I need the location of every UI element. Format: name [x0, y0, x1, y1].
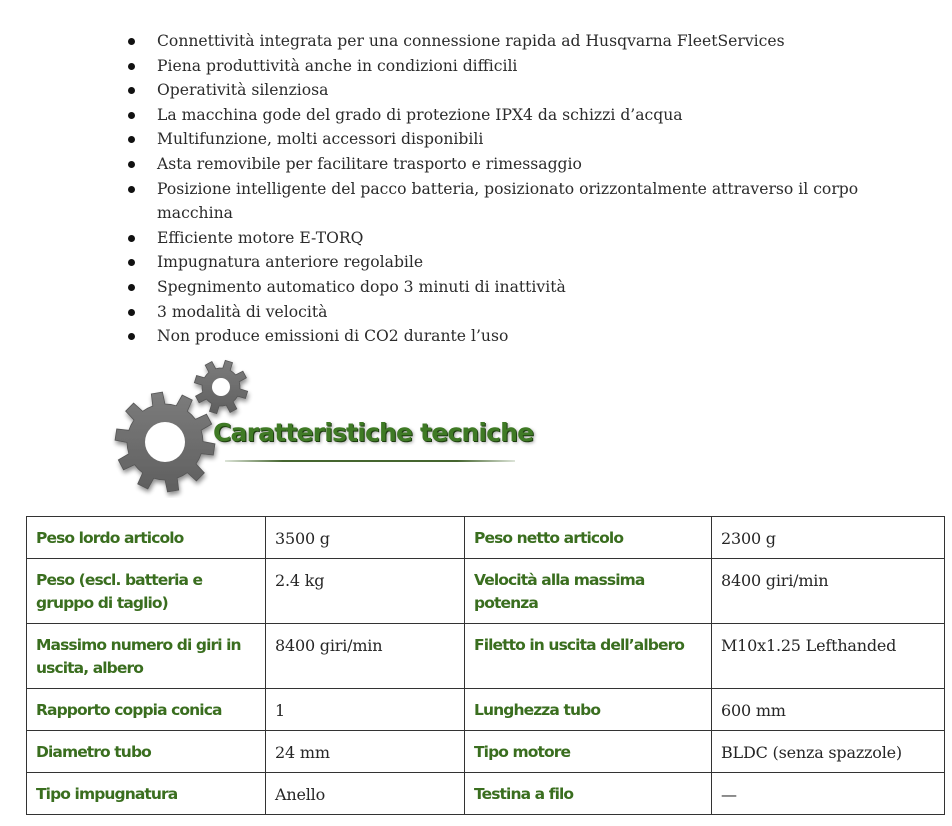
feature-text: Efficiente motore E-TORQ — [157, 228, 364, 247]
feature-text: Multifunzione, molti accessori disponibili — [157, 130, 484, 149]
spec-value: 8400 giri/min — [712, 559, 945, 624]
bullet-icon — [128, 235, 135, 242]
spec-label: Diametro tubo — [27, 731, 266, 773]
spec-label: Peso lordo articolo — [27, 517, 266, 559]
feature-item — [124, 152, 884, 177]
table-row — [27, 689, 945, 731]
bullet-icon — [128, 259, 135, 266]
table-row — [27, 517, 945, 559]
bullet-icon — [128, 333, 135, 340]
spec-value: M10x1.25 Lefthanded — [712, 624, 945, 689]
feature-text: Posizione intelligente del pacco batteria, posizionato orizzontalmente attraverso il corpo macchina — [157, 179, 859, 223]
feature-text: Piena produttività anche in condizioni difficili — [157, 56, 518, 75]
spec-label: Peso (escl. batteria e gruppo di taglio) — [27, 559, 266, 624]
feature-text: Impugnatura anteriore regolabile — [157, 253, 424, 272]
bullet-icon — [128, 38, 135, 45]
bullet-icon — [128, 87, 135, 94]
spec-value: 1 — [266, 689, 465, 731]
feature-text: Non produce emissioni di CO2 durante l’uso — [157, 327, 509, 346]
specs-table — [26, 516, 945, 815]
heading-underline — [225, 460, 515, 462]
spec-label: Tipo motore — [465, 731, 712, 773]
feature-text: Asta removibile per facilitare trasporto e rimessaggio — [157, 154, 582, 173]
table-row — [27, 624, 945, 689]
spec-label: Massimo numero di giri in uscita, albero — [27, 624, 266, 689]
specs-title: Caratteristiche tecniche — [213, 418, 534, 447]
feature-item — [124, 226, 884, 251]
feature-list — [124, 29, 884, 349]
bullet-icon — [128, 112, 135, 119]
feature-item — [124, 275, 884, 300]
bullet-icon — [128, 136, 135, 143]
bullet-icon — [128, 63, 135, 70]
feature-text: La macchina gode del grado di protezione IPX4 da schizzi d’acqua — [157, 105, 683, 124]
bullet-icon — [128, 284, 135, 291]
feature-item — [124, 300, 884, 325]
spec-label: Tipo impugnatura — [27, 773, 266, 815]
spec-value: Anello — [266, 773, 465, 815]
specs-heading — [105, 358, 545, 498]
feature-item — [124, 127, 884, 152]
spec-value: 600 mm — [712, 689, 945, 731]
feature-item — [124, 324, 884, 349]
table-row — [27, 559, 945, 624]
spec-value: 24 mm — [266, 731, 465, 773]
feature-item — [124, 103, 884, 128]
table-row — [27, 773, 945, 815]
feature-item — [124, 78, 884, 103]
spec-label: Rapporto coppia conica — [27, 689, 266, 731]
bullet-icon — [128, 309, 135, 316]
gear-hole — [145, 422, 185, 462]
gear-hole — [212, 378, 230, 396]
spec-label: Velocità alla massima potenza — [465, 559, 712, 624]
feature-text: Connettività integrata per una connessione rapida ad Husqvarna FleetServices — [157, 32, 785, 50]
table-row — [27, 731, 945, 773]
spec-value: 2300 g — [712, 517, 945, 559]
feature-text: Spegnimento automatico dopo 3 minuti di inattività — [157, 277, 566, 296]
spec-label: Testina a filo — [465, 773, 712, 815]
feature-text: 3 modalità di velocità — [157, 302, 328, 321]
spec-value: 3500 g — [266, 517, 465, 559]
feature-item — [124, 177, 884, 226]
small-gear-icon — [194, 360, 247, 413]
spec-label: Filetto in uscita dell’albero — [465, 624, 712, 689]
feature-item — [124, 54, 884, 79]
spec-value: BLDC (senza spazzole) — [712, 731, 945, 773]
feature-item — [124, 250, 884, 275]
feature-item — [124, 29, 884, 54]
large-gear-icon — [115, 392, 215, 492]
spec-value: 8400 giri/min — [266, 624, 465, 689]
spec-label: Lunghezza tubo — [465, 689, 712, 731]
spec-value: — — [712, 773, 945, 815]
bullet-icon — [128, 186, 135, 193]
spec-label: Peso netto articolo — [465, 517, 712, 559]
feature-text: Operatività silenziosa — [157, 81, 329, 100]
bullet-icon — [128, 161, 135, 168]
spec-value: 2.4 kg — [266, 559, 465, 624]
